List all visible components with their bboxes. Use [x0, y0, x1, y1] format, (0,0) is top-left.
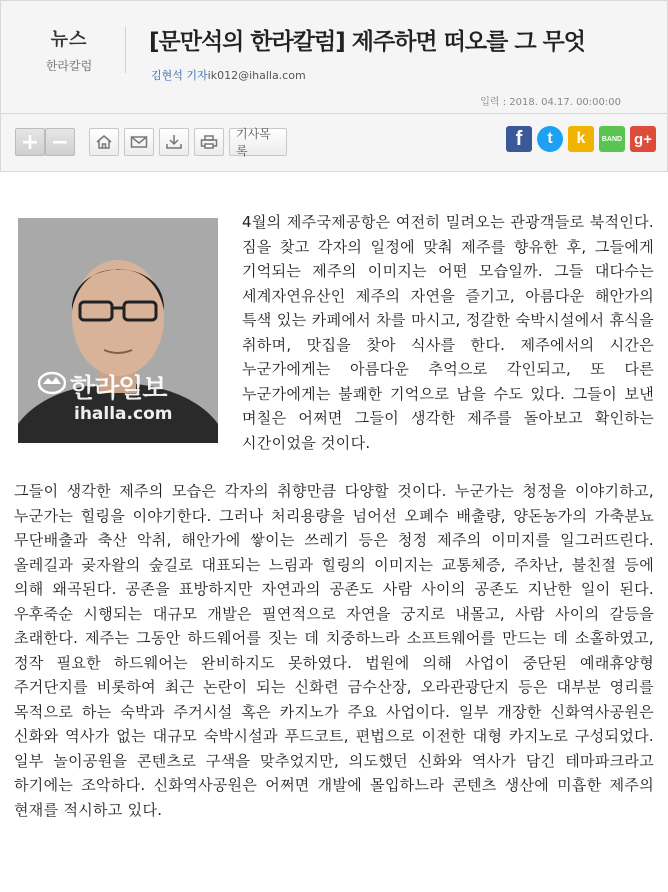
- home-button[interactable]: [89, 128, 119, 156]
- font-increase-button[interactable]: +: [15, 128, 45, 156]
- article-paragraph: 4월의 제주국제공항은 여전히 밀려오는 관광객들로 북적인다. 짐을 찾고 각자의 일정에 맞춰 제주를 향유한 후, 그들에게 기억되는 제주의 이미지는 어떤 모습일까. 그들 대다수는 세계자연유산인 제주의 자연을 즐기고, 아름다운 해안가의 특색 있는 카페에서 차를 마시고, 정갈한 숙박시설에서 휴식을 취하며, 맛집을 찾아 식사를 한다. 제주에서의 시간은 누군가에게는 아름다운 추억으로 각인되고, 또 다른 누군가에게는 불쾌한 기억으로 남을 수도 있다. 그들이 보낸 며칠은 어쩌면 그들이 생각한 제주를 돌아보고 확인하는 시간이었을 것이다.: [242, 213, 654, 452]
- email-button[interactable]: [124, 128, 154, 156]
- home-icon: [95, 134, 113, 150]
- photo-spacer: [14, 210, 242, 440]
- twitter-icon: t: [547, 130, 553, 147]
- kakaostory-share-button[interactable]: [568, 126, 594, 152]
- print-icon: [200, 134, 218, 150]
- email-icon: [130, 135, 148, 149]
- author-email[interactable]: ik012@ihalla.com: [207, 69, 306, 82]
- print-button[interactable]: [194, 128, 224, 156]
- twitter-share-button[interactable]: [537, 126, 563, 152]
- facebook-share-button[interactable]: [506, 126, 532, 152]
- googleplus-icon: g+: [634, 130, 652, 148]
- section-label: [27, 25, 111, 74]
- publish-date: 입력 : 2018. 04.17. 00:00:00: [480, 97, 621, 108]
- article-header: [0, 0, 668, 114]
- author-name[interactable]: 김현석 기자: [151, 69, 208, 82]
- header-divider: [125, 27, 126, 73]
- download-button[interactable]: [159, 128, 189, 156]
- band-icon: BAND: [601, 135, 623, 143]
- googleplus-share-button[interactable]: [630, 126, 656, 152]
- download-icon: [165, 134, 183, 150]
- subsection-name[interactable]: 한라칼럼: [45, 59, 93, 73]
- article-toolbar: [0, 114, 668, 172]
- section-name[interactable]: 뉴스: [50, 29, 88, 50]
- byline: [151, 67, 306, 83]
- article-body: [14, 210, 654, 822]
- article-list-button[interactable]: [229, 128, 287, 156]
- facebook-icon: f: [515, 127, 523, 150]
- watermark-brand: 한라일보: [70, 374, 167, 404]
- watermark-site: ihalla.com: [74, 404, 173, 424]
- band-share-button[interactable]: [599, 126, 625, 152]
- kakaostory-icon: k: [576, 130, 586, 147]
- font-decrease-button[interactable]: −: [45, 128, 75, 156]
- article-paragraph: 그들이 생각한 제주의 모습은 각자의 취향만큼 다양할 것이다. 누군가는 청정을 이야기하고, 누군가는 힐링을 이야기한다. 그러나 처리용량을 넘어선 오폐수 배출량, 양돈농가의 가축분뇨 무단배출과 축산 악취, 해안가에 쌓이는 쓰레기 등은 청정 제주의 이미지를 일그러뜨린다. 올레길과 곶자왈의 숲길로 대표되는 느림과 힐링의 이미지는 교통체증, 주차난, 불친절 등에 의해 왜곡된다. 공존을 표방하지만 자연과의 공존도 사람 사이의 공존도 지난한 일이 된다. 우후죽순 시행되는 대규모 개발은 필연적으로 자연을 궁지로 내몰고, 사람 사이의 갈등을 초래한다. 제주는 그동안 하드웨어를 짓는 데 치중하느라 소프트웨어를 만드는 데 소홀하였고, 정작 필요한 하드웨어는 완비하지도 못하였다. 법원에 의해 사업이 중단된 예래휴양형 주거단지를 비롯하여 최근 논란이 되는 신화련 금수산장, 오라관광단지 등은 대부분 영리를 목적으로 하는 숙박과 주거시설 혹은 카지노가 주요 사업이다. 일부 개장한 신화역사공원은 신화와 역사가 없는 대규모 숙박시설과 푸드코트, 편법으로 이전한 대형 카지노로 구성되었다. 일부 놀이공원을 콘텐츠로 구색을 맞추었지만, 의도했던 신화와 역사가 담긴 테마파크라고 하기에는 조악하다. 신화역사공원은 어쩌면 개발에 몰입하느라 콘텐츠 생산에 미흡한 제주의 현재를 적시하고 있다.: [14, 482, 654, 819]
- article-list-label: 기사목록: [236, 127, 271, 158]
- article-title: [문만석의 한라칼럼] 제주하면 떠오를 그 무엇: [149, 29, 585, 55]
